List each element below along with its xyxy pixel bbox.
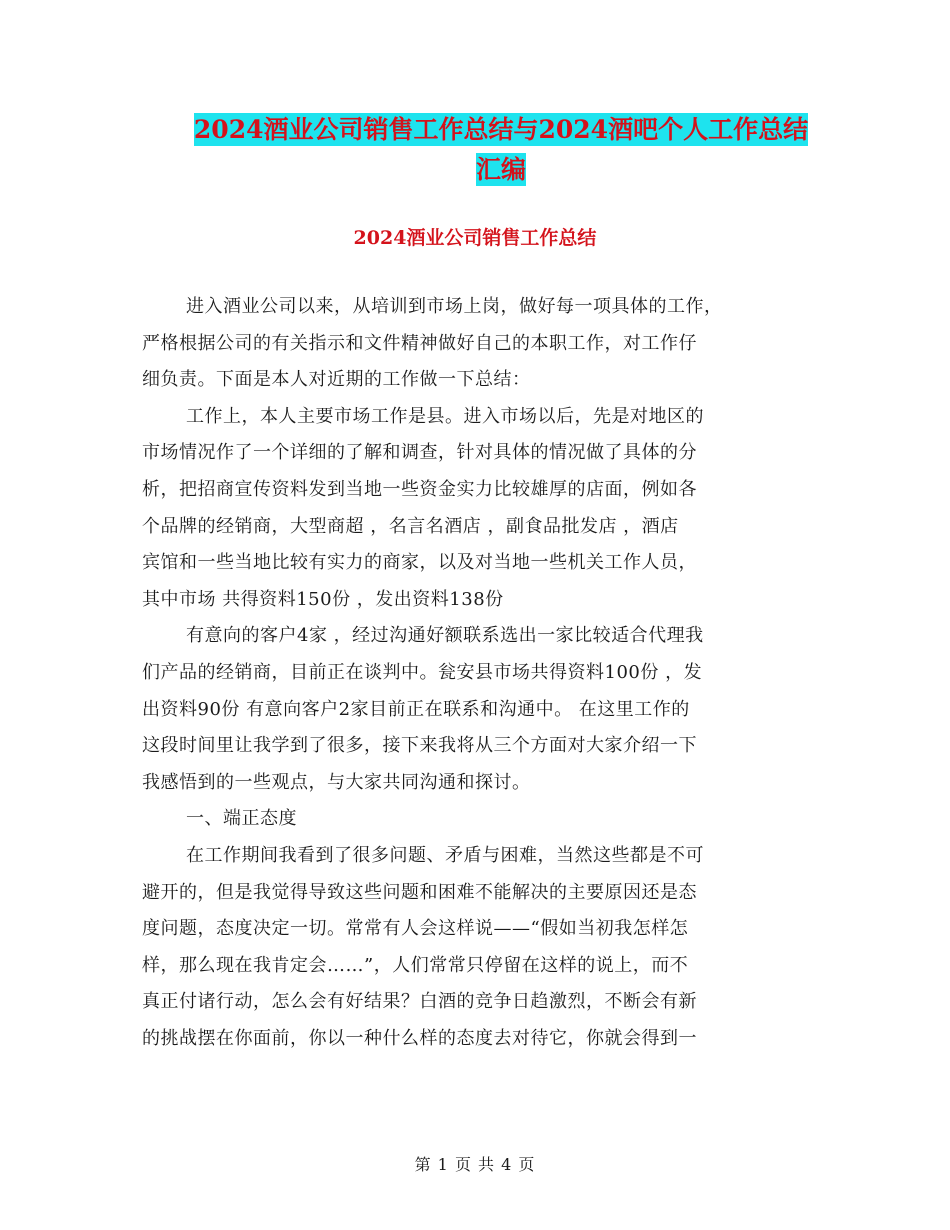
body-line: 们产品的经销商，目前正在谈判中。瓮安县市场共得资料100份 ，发 <box>142 661 703 683</box>
body-line: 真正付诸行动，怎么会有好结果？白酒的竞争日趋激烈，不断会有新 <box>142 991 697 1013</box>
section-heading: 一、端正态度 <box>186 808 297 830</box>
body-line: 避开的，但是我觉得导致这些问题和困难不能解决的主要原因还是态 <box>142 881 697 903</box>
body-line: 其中市场 共得资料150份 ，发出资料138份 <box>142 588 504 610</box>
body-line: 市场情况作了一个详细的了解和调查，针对具体的情况做了具体的分 <box>142 442 697 464</box>
document-title <box>186 110 816 190</box>
body-line: 严格根据公司的有关指示和文件精神做好自己的本职工作，对工作仔 <box>142 332 697 354</box>
body-line: 度问题，态度决定一切。常常有人会这样说——“假如当初我怎样怎 <box>142 918 689 940</box>
section-title: 2024酒业公司销售工作总结 <box>353 227 597 249</box>
body-line: 个品牌的经销商，大型商超 ，名言名酒店 ，副食品批发店 ，酒店 <box>142 515 679 537</box>
page-footer: 第 1 页 共 4 页 <box>414 1155 536 1174</box>
document-title-line-1: 2024酒业公司销售工作总结与2024酒吧个人工作总结 <box>193 115 809 144</box>
document-title-line-2: 汇编 <box>475 155 526 184</box>
body-line: 析，把招商宣传资料发到当地一些资金实力比较雄厚的店面，例如各 <box>142 478 697 500</box>
body-line: 工作上，本人主要市场工作是县。进入市场以后，先是对地区的 <box>186 405 704 427</box>
body-line: 在工作期间我看到了很多问题、矛盾与困难，当然这些都是不可 <box>186 844 704 866</box>
body-line: 有意向的客户4家 ，经过沟通好额联系选出一家比较适合代理我 <box>186 625 704 647</box>
body-line: 宾馆和一些当地比较有实力的商家，以及对当地一些机关工作人员， <box>142 552 697 574</box>
body-line: 样，那么现在我肯定会……”，人们常常只停留在这样的说上，而不 <box>142 954 689 976</box>
document-body <box>142 289 806 1057</box>
body-line: 的挑战摆在你面前，你以一种什么样的态度去对待它，你就会得到一 <box>142 1027 697 1049</box>
body-line: 这段时间里让我学到了很多，接下来我将从三个方面对大家介绍一下 <box>142 735 697 757</box>
body-line: 细负责。下面是本人对近期的工作做一下总结： <box>142 369 531 391</box>
body-line: 我感悟到的一些观点，与大家共同沟通和探讨。 <box>142 771 531 793</box>
body-line: 进入酒业公司以来，从培训到市场上岗，做好每一项具体的工作， <box>186 296 723 317</box>
body-line: 出资料90份 有意向客户2家目前正在联系和沟通中。 在这里工作的 <box>142 698 690 720</box>
